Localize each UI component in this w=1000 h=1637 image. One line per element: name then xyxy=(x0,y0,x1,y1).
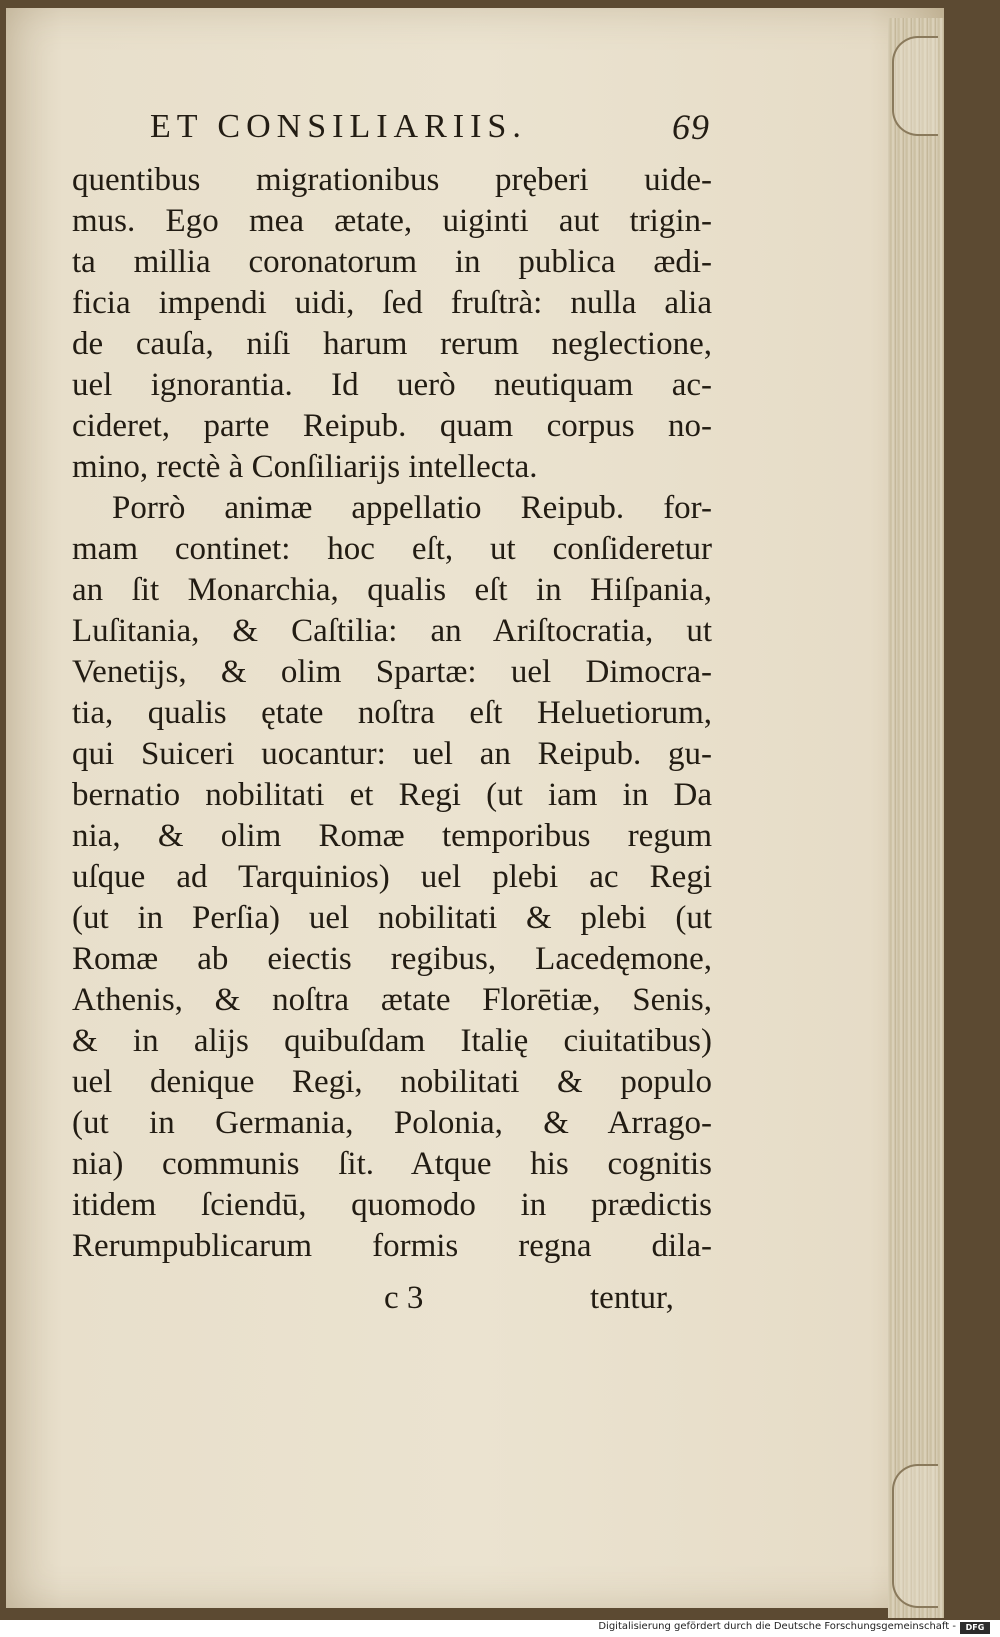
text-line: Romæ ab eiectis regibus, Lacedęmone, xyxy=(72,941,712,977)
text-line: qui Suiceri uocantur: uel an Reipub. gu- xyxy=(72,736,712,772)
page-edges xyxy=(888,18,944,1618)
body-text xyxy=(72,160,712,1267)
text-line: uel denique Regi, nobilitati & populo xyxy=(72,1064,712,1100)
text-line: cideret, parte Reipub. quam corpus no- xyxy=(72,408,712,444)
text-line: uel ignorantia. Id uerò neutiquam ac- xyxy=(72,367,712,403)
text-line: uſque ad Tarquinios) uel plebi ac Regi xyxy=(72,859,712,895)
running-title: ET CONSILIARIIS. xyxy=(150,108,527,145)
catchword: tentur, xyxy=(590,1280,674,1316)
text-line: quentibus migrationibus pręberi uide- xyxy=(72,162,712,198)
text-line: Athenis, & noſtra ætate Florētiæ, Senis, xyxy=(72,982,712,1018)
text-line: de cauſa, niſi harum rerum neglectione, xyxy=(72,326,712,362)
digitization-footer xyxy=(0,1620,1000,1637)
text-line: Porrò animæ appellatio Reipub. for- xyxy=(112,490,712,526)
clasp-tab-top xyxy=(892,36,938,136)
text-line: nia, & olim Romæ temporibus regum xyxy=(72,818,712,854)
text-line: mino, rectè à Conſiliarijs intellecta. xyxy=(72,449,538,485)
funding-credit: Digitalisierung gefördert durch die Deutsche Forschungsgemeinschaft - xyxy=(598,1621,956,1632)
paragraph-1 xyxy=(72,160,712,488)
signature-mark: c 3 xyxy=(384,1280,424,1316)
text-line: Rerumpublicarum formis regna dila- xyxy=(72,1228,712,1264)
text-line: Luſitania, & Caſtilia: an Ariſtocratia, ut xyxy=(72,613,712,649)
text-line: an ſit Monarchia, qualis eſt in Hiſpania, xyxy=(72,572,712,608)
dfg-logo: DFG xyxy=(960,1622,990,1634)
text-line: nia) communis ſit. Atque his cognitis xyxy=(72,1146,712,1182)
text-line: mam continet: hoc eſt, ut conſideretur xyxy=(72,531,712,567)
page-number: 69 xyxy=(672,107,710,147)
text-line: Venetijs, & olim Spartæ: uel Dimocra- xyxy=(72,654,712,690)
running-header xyxy=(150,108,710,156)
text-line: itidem ſciendū, quomodo in prædictis xyxy=(72,1187,712,1223)
text-line: & in alijs quibuſdam Italię ciuitatibus) xyxy=(72,1023,712,1059)
text-line: (ut in Germania, Polonia, & Arrago- xyxy=(72,1105,712,1141)
text-line: mus. Ego mea ætate, uiginti aut trigin- xyxy=(72,203,712,239)
text-line: ta millia coronatorum in publica ædi- xyxy=(72,244,712,280)
text-line: tia, qualis ętate noſtra eſt Heluetiorum, xyxy=(72,695,712,731)
text-line: bernatio nobilitati et Regi (ut iam in Da xyxy=(72,777,712,813)
clasp-tab-bottom xyxy=(892,1464,938,1608)
text-line: ficia impendi uidi, ſed fruſtrà: nulla alia xyxy=(72,285,712,321)
paragraph-2 xyxy=(72,488,712,1267)
text-line: (ut in Perſia) uel nobilitati & plebi (ut xyxy=(72,900,712,936)
